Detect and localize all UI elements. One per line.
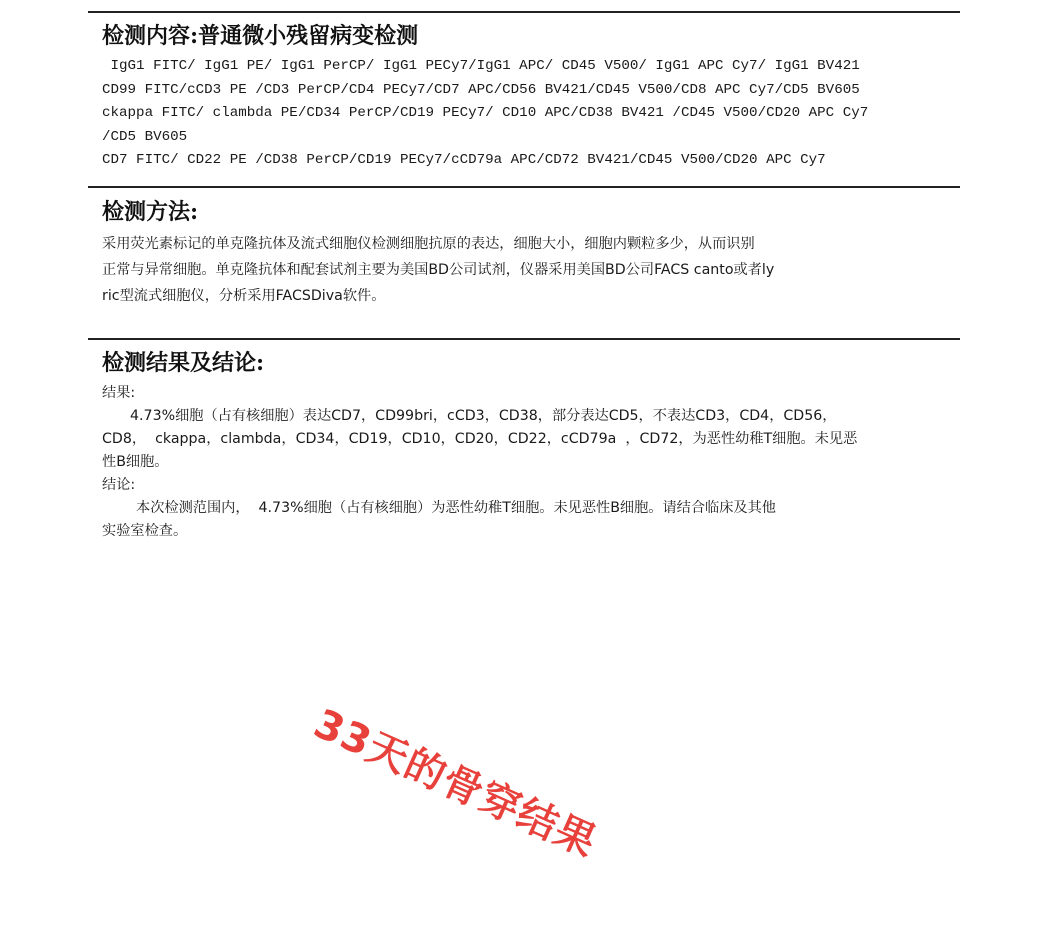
conclusion-label: 结论:: [102, 477, 136, 493]
result-line-1: 4.73%细胞（占有核细胞）表达CD7，CD99bri，cCD3，CD38，部分表达CD5，不表达CD3，CD4，CD56，: [130, 408, 837, 424]
panel-line-3: ckappa FITC/ clambda PE/CD34 PerCP/CD19 PECy7/ CD10 APC/CD38 BV421 /CD45 V500/CD20 APC Cy7: [102, 105, 869, 121]
result-line-2: CD8， ckappa，clambda，CD34，CD19，CD10，CD20，CD22，cCD79a ，CD72，为恶性幼稚T细胞。未见恶: [102, 431, 858, 447]
result-label: 结果:: [102, 385, 136, 401]
result-line-3: 性B细胞。: [102, 454, 169, 470]
method-line-3: ric型流式细胞仪，分析采用FACSDiva软件。: [102, 288, 386, 304]
conclusion-line-2: 实验室检查。: [102, 523, 188, 539]
method-divider: [88, 186, 960, 188]
result-divider: [88, 338, 960, 340]
method-line-2: 正常与异常细胞。单克隆抗体和配套试剂主要为美国BD公司试剂，仪器采用美国BD公司FACS canto或者ly: [102, 262, 775, 278]
test-result-section: [102, 350, 922, 543]
method-line-1: 采用荧光素标记的单克隆抗体及流式细胞仪检测细胞抗原的表达，细胞大小，细胞内颗粒多少，从而识别: [102, 236, 755, 252]
panel-line-5: CD7 FITC/ CD22 PE /CD38 PerCP/CD19 PECy7/cCD79a APC/CD72 BV421/CD45 V500/CD20 APC Cy7: [102, 152, 826, 168]
annotation-text: 33天的骨穿结果: [307, 700, 604, 867]
test-result-heading: 检测结果及结论:: [102, 350, 265, 376]
top-divider: [88, 11, 960, 13]
test-method-section: [102, 199, 922, 309]
test-content-heading: 检测内容:普通微小残留病变检测: [102, 23, 419, 49]
test-method-heading: 检测方法:: [102, 199, 199, 225]
test-content-section: [102, 23, 922, 173]
panel-line-4: /CD5 BV605: [102, 128, 188, 145]
panel-line-2: CD99 FITC/cCD3 PE /CD3 PerCP/CD4 PECy7/CD7 APC/CD56 BV421/CD45 V500/CD8 APC Cy7/CD5 BV605: [102, 81, 860, 98]
panel-line-1: IgG1 FITC/ IgG1 PE/ IgG1 PerCP/ IgG1 PECy7/IgG1 APC/ CD45 V500/ IgG1 APC Cy7/ IgG1 BV421: [102, 58, 860, 74]
conclusion-line-1: 本次检测范围内， 4.73%细胞（占有核细胞）为恶性幼稚T细胞。未见恶性B细胞。请结合临床及其他: [136, 500, 776, 516]
